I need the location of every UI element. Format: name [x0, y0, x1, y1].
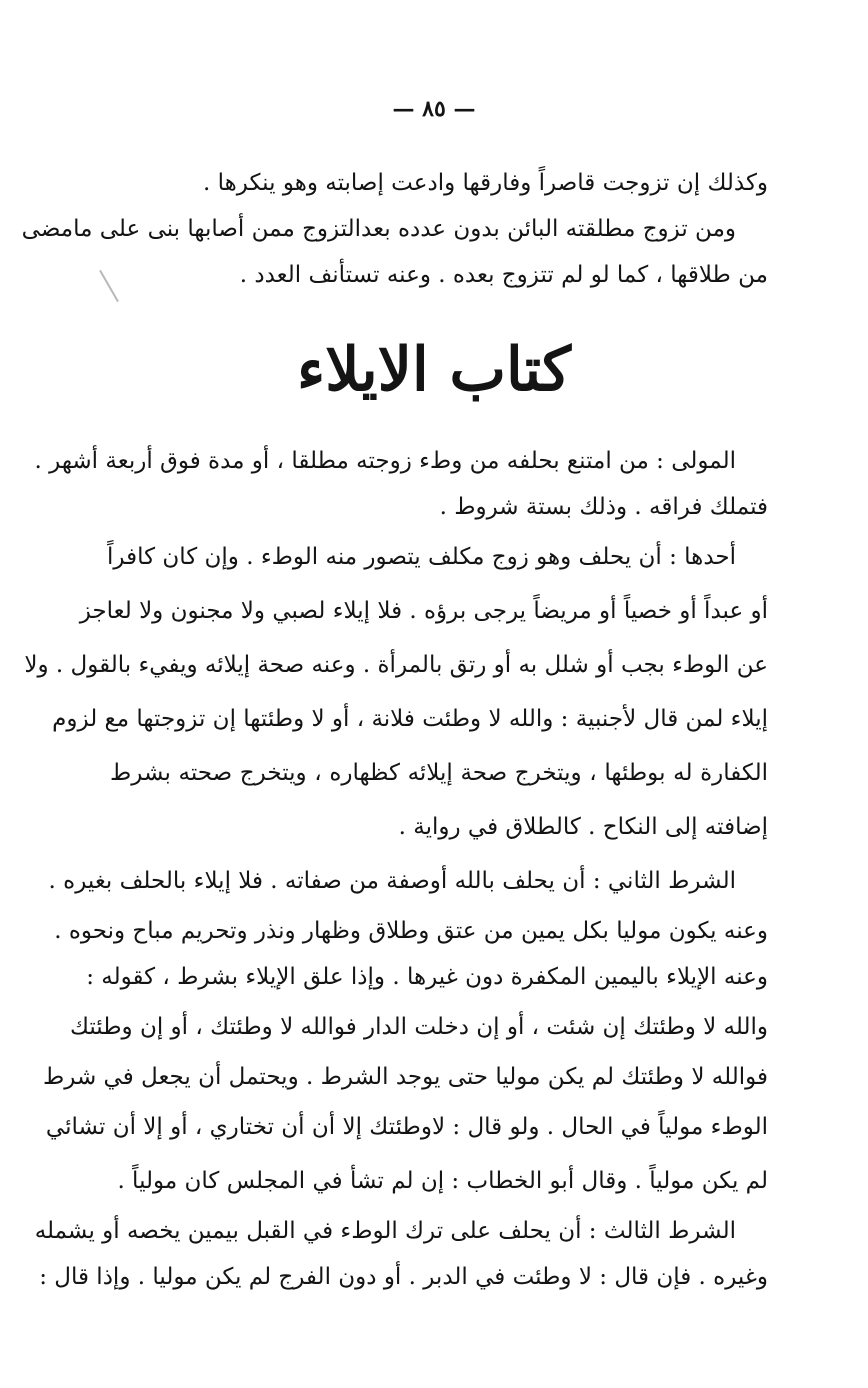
text-line: الكفارة له بوطئها ، ويتخرج صحة إيلائه كظهاره ، ويتخرج صحته بشرط [110, 760, 768, 786]
text-line: إيلاء لمن قال لأجنبية : والله لا وطئت فلانة ، أو لا وطئتها إن تزوجتها مع لزوم [52, 706, 768, 732]
text-line: إضافته إلى النكاح . كالطلاق في رواية . [398, 814, 768, 840]
text-line: وغيره . فإن قال : لا وطئت في الدبر . أو دون الفرج لم يكن موليا . وإذا قال : [39, 1264, 768, 1290]
text-line: وعنه الإيلاء باليمين المكفرة دون غيرها . وإذا علق الإيلاء بشرط ، كقوله : [86, 964, 768, 990]
page-number: — ٨٥ — [392, 96, 476, 122]
text-line: أو عبداً أو خصياً أو مريضاً يرجى برؤه . فلا إيلاء لصبي ولا مجنون ولا لعاجز [79, 598, 768, 624]
text-line: الشرط الثالث : أن يحلف على ترك الوطء في القبل بيمين يخصه أو يشمله [34, 1218, 736, 1244]
text-line: والله لا وطئتك إن شئت ، أو إن دخلت الدار فوالله لا وطئتك ، أو إن وطئتك [69, 1014, 768, 1040]
text-line: فتملك فراقه . وذلك بستة شروط . [439, 494, 768, 520]
text-line: عن الوطء بجب أو شلل به أو رتق بالمرأة . وعنه صحة إيلائه ويفيء بالقول . ولا [24, 652, 768, 678]
text-line: أحدها : أن يحلف وهو زوج مكلف يتصور منه الوطء . وإن كان كافراً [107, 544, 736, 570]
top-paragraphs [21, 160, 768, 298]
text-line: المولى : من امتنع بحلفه من وطء زوجته مطلقا ، أو مدة فوق أربعة أشهر . [34, 448, 736, 474]
text-line: وكذلك إن تزوجت قاصراً وفارقها وادعت إصابته وهو ينكرها . [203, 170, 768, 196]
text-line: فوالله لا وطئتك لم يكن موليا حتى يوجد الشرط . ويحتمل أن يجعل في شرط [43, 1064, 768, 1090]
text-line: لم يكن مولياً . وقال أبو الخطاب : إن لم تشأ في المجلس كان مولياً . [117, 1168, 768, 1194]
chapter-title: كتاب الايلاء [297, 335, 571, 405]
text-line: وعنه يكون موليا بكل يمين من عتق وطلاق وظهار ونذر وتحريم مباح ونحوه . [54, 918, 768, 944]
text-line: ومن تزوج مطلقته البائن بدون عدده بعدالتزوج ممن أصابها بنى على مامضى [21, 216, 736, 242]
text-line: الوطء مولياً في الحال . ولو قال : لاوطئتك إلا أن أن تختاري ، أو إلا أن تشائي [45, 1114, 768, 1140]
text-line: الشرط الثاني : أن يحلف بالله أوصفة من صفاته . فلا إيلاء بالحلف بغيره . [48, 868, 736, 894]
chapter-body [24, 438, 768, 1300]
text-line: من طلاقها ، كما لو لم تتزوج بعده . وعنه تستأنف العدد . [239, 262, 768, 288]
